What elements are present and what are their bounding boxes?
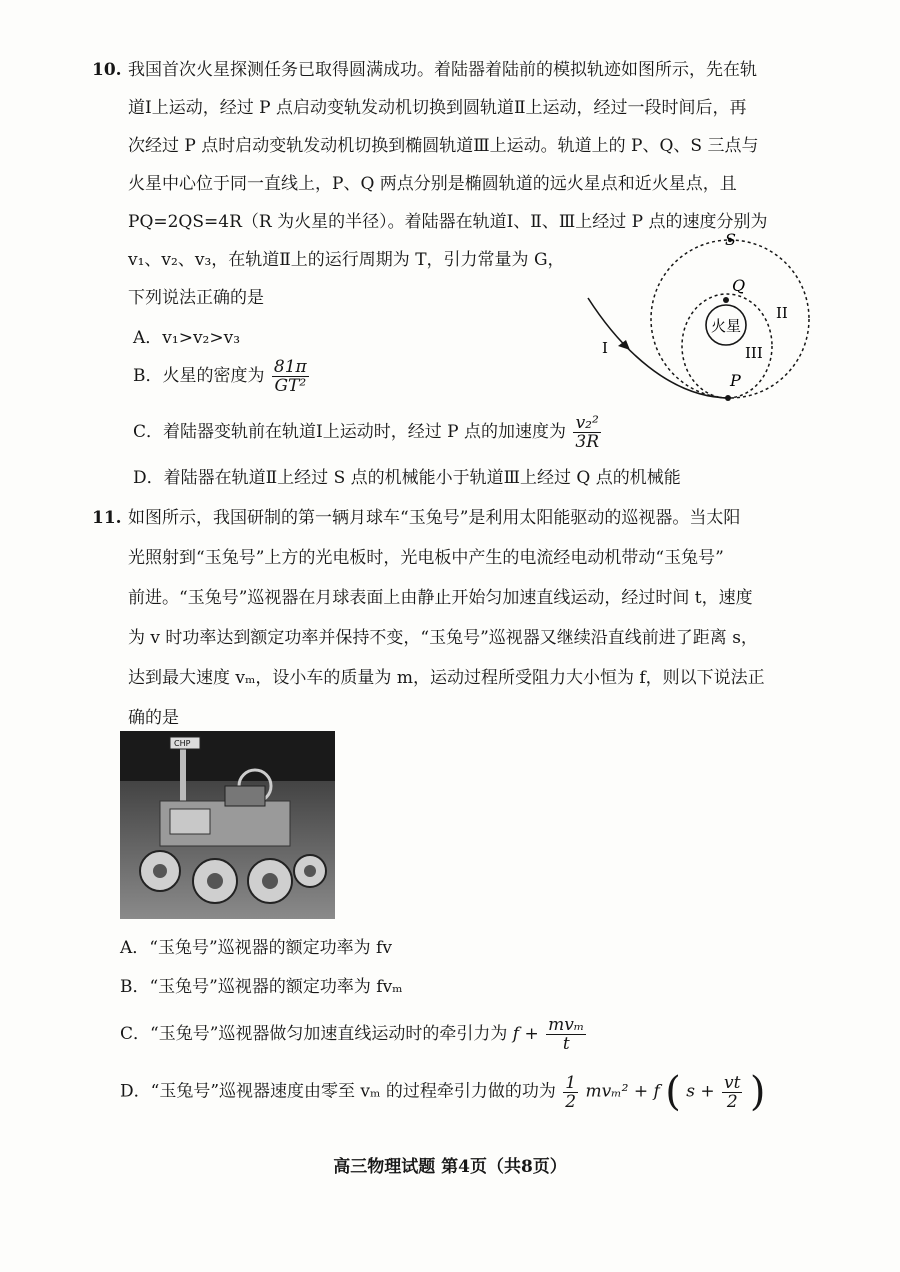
q10-line-6: v₁、v₂、v₃，在轨道Ⅱ上的运行周期为 T，引力常量为 G， [128,250,565,270]
q11-option-c-fraction [546,1016,586,1053]
q10-option-b [133,358,311,395]
q10-option-c-numerator: v₂² [573,414,601,433]
q10-line-3: 次经过 P 点时启动变轨发动机切换到椭圆轨道Ⅲ上运动。轨道上的 P、Q、S 三点与 [128,136,759,156]
q10-option-b-text: B．火星的密度为 [133,366,265,386]
q11-option-d-fraction-half [563,1074,578,1111]
q11-option-c [120,1016,588,1053]
q11-option-d: D．“玉兔号”巡视器速度由零至 vₘ 的过程牵引力做的功为 $\frac{1}{2}$ mvₘ² + f ( s + $\frac{vt}{2}$ ) [120,1069,766,1115]
q10-line-1: 我国首次火星探测任务已取得圆满成功。着陆器着陆前的模拟轨迹如图所示，先在轨 [128,60,757,80]
q11-option-a: A．“玉兔号”巡视器的额定功率为 fv [120,938,392,958]
q10-line-5: PQ=2QS=4R（R 为火星的半径）。着陆器在轨道Ⅰ、Ⅱ、Ⅲ上经过 P 点的速度分别为 [128,212,768,232]
q11-option-d-fraction-vt [722,1074,742,1111]
orbit-1-label: I [602,339,608,357]
q11-option-d-s: s + [686,1081,715,1102]
q10-number: 10. [92,60,122,80]
q11-line-2: 光照射到“玉兔号”上方的光电板时，光电板中产生的电流经电动机带动“玉兔号” [128,548,724,568]
point-p-label: P [730,371,741,390]
rover-flag-label: CHP [174,739,191,748]
point-s-label: S [725,230,736,249]
orbit-3-label: III [745,344,763,362]
q10-option-c-fraction [573,414,601,451]
q11-option-d-text: D．“玉兔号”巡视器速度由零至 vₘ 的过程牵引力做的功为 [120,1081,556,1102]
q10-option-b-numerator: 81π [273,357,307,377]
q10-line-2: 道Ⅰ上运动，经过 P 点启动变轨发动机切换到圆轨道Ⅱ上运动，经过一段时间后，再 [128,98,747,118]
q11-option-d-middle: mvₘ² + f [585,1081,660,1102]
q11-number: 11. [92,508,122,528]
q11-option-c-denominator: t [562,1034,570,1054]
point-q-label: Q [732,276,746,295]
q11-line-6: 确的是 [128,708,179,728]
q10-option-c-text: C．着陆器变轨前在轨道Ⅰ上运动时，经过 P 点的加速度为 [133,422,566,442]
page-footer: 高三物理试题 第4页（共8页） [333,1157,567,1177]
q11-option-d-numerator-1: 1 [565,1072,577,1093]
orbit-2-label: II [776,304,788,322]
q10-line-7: 下列说法正确的是 [128,288,264,308]
q10-option-c-denominator: 3R [575,432,599,452]
q11-option-b: B．“玉兔号”巡视器的额定功率为 fvₘ [120,977,403,997]
q11-line-3: 前进。“玉兔号”巡视器在月球表面上由静止开始匀加速直线运动，经过时间 t，速度 [128,588,753,608]
orbit-diagram [580,228,840,413]
rover-photo [120,731,335,919]
q11-option-d-numerator-2: vt [724,1072,741,1093]
mars-label: 火星 [710,317,742,335]
q10-line-4: 火星中心位于同一直线上，P、Q 两点分别是椭圆轨道的远火星点和近火星点，且 [128,174,737,194]
q11-option-d-denominator-1: 2 [565,1091,577,1112]
q11-line-5: 达到最大速度 vₘ，设小车的质量为 m，运动过程所受阻力大小恒为 f，则以下说法正 [128,668,765,688]
q10-option-a: A．v₁>v₂>v₃ [133,328,241,348]
q10-option-c [133,414,603,451]
q11-option-c-f: f + [512,1024,539,1044]
q10-option-d: D．着陆器在轨道Ⅱ上经过 S 点的机械能小于轨道Ⅲ上经过 Q 点的机械能 [133,468,681,488]
q11-option-c-numerator: mvₘ [548,1015,585,1035]
q11-option-d-denominator-2: 2 [726,1091,738,1112]
q11-option-c-text: C．“玉兔号”巡视器做匀加速直线运动时的牵引力为 [120,1024,508,1044]
q10-option-b-fraction [272,358,309,395]
q11-line-1: 如图所示，我国研制的第一辆月球车“玉兔号”是利用太阳能驱动的巡视器。当太阳 [128,508,741,528]
q11-line-4: 为 v 时功率达到额定功率并保持不变，“玉兔号”巡视器又继续沿直线前进了距离 s， [128,628,758,648]
q10-option-b-denominator: GT² [274,376,307,396]
